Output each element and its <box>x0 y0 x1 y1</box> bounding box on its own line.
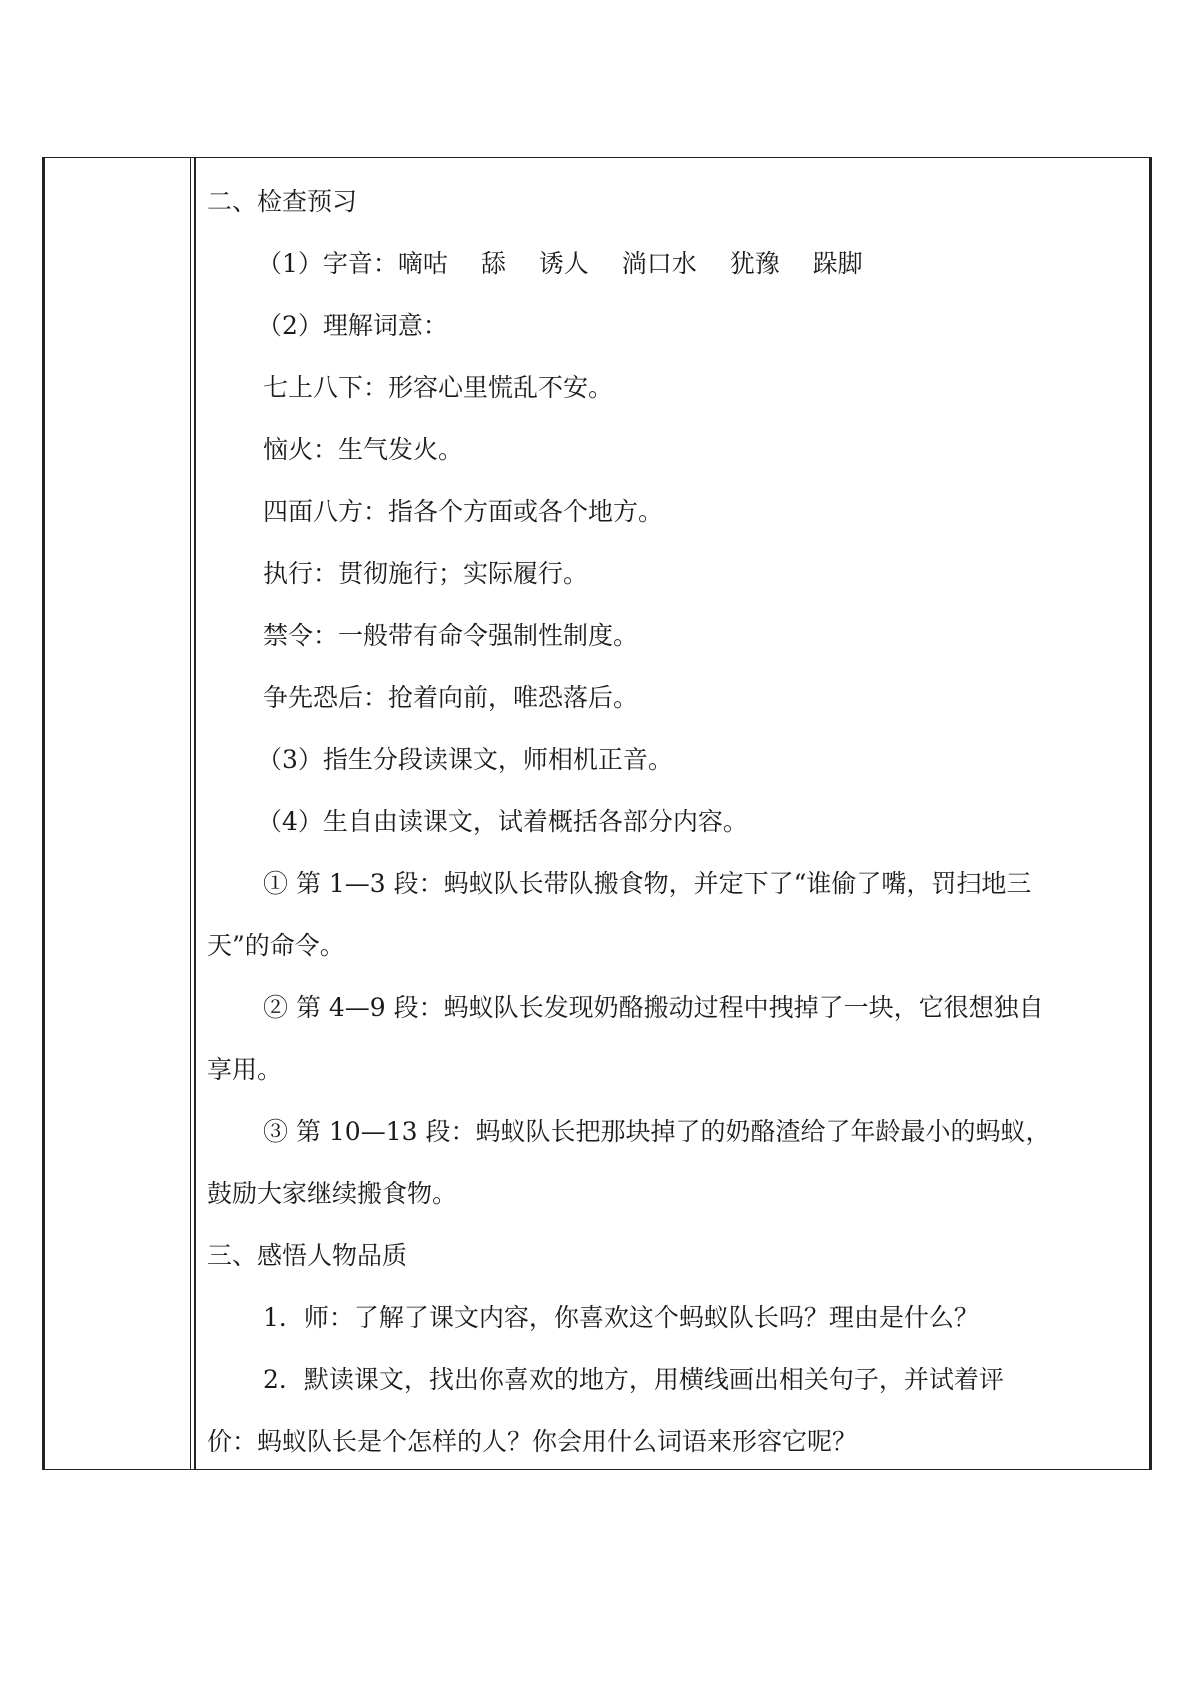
vocab-item: 执行：贯彻施行；实际履行。 <box>263 559 589 588</box>
vocab-item: 恼火：生气发火。 <box>263 435 464 464</box>
question-1: 1．师：了解了课文内容，你喜欢这个蚂蚁队长吗？理由是什么？ <box>263 1303 979 1332</box>
item3-line: （3）指生分段读课文，师相机正音。 <box>257 745 673 774</box>
section3-heading: 三、感悟人物品质 <box>207 1241 408 1270</box>
vocab-heading: （2）理解词意： <box>257 311 448 340</box>
content-cell <box>207 158 1145 1469</box>
paragraph-summary-2: ② 第 4—9 段：蚂蚁队长发现奶酪搬动过程中拽掉了一块，它很想独自 <box>263 993 1044 1022</box>
vocab-item: 四面八方：指各个方面或各个地方。 <box>263 497 664 526</box>
vocab-item: 争先恐后：抢着向前，唯恐落后。 <box>263 683 639 712</box>
paragraph-summary-3: ③ 第 10—13 段：蚂蚁队长把那块掉了的奶酪渣给了年龄最小的蚂蚁， <box>263 1117 1051 1146</box>
question-2-cont: 价：蚂蚁队长是个怎样的人？你会用什么词语来形容它呢？ <box>207 1427 858 1456</box>
item4-line: （4）生自由读课文，试着概括各部分内容。 <box>257 807 748 836</box>
section2-heading: 二、检查预习 <box>207 187 358 216</box>
left-column-cell <box>45 158 191 1469</box>
paragraph-summary-1: ① 第 1—3 段：蚂蚁队长带队搬食物，并定下了“谁偷了嘴，罚扫地三 <box>263 869 1032 898</box>
vocab-item: 禁令：一般带有命令强制性制度。 <box>263 621 639 650</box>
pronunciation-line: （1）字音：嘀咕 舔 诱人 淌口水 犹豫 跺脚 <box>257 249 863 278</box>
column-divider <box>194 158 196 1469</box>
question-2: 2．默读课文，找出你喜欢的地方，用横线画出相关句子，并试着评 <box>263 1365 1004 1394</box>
paragraph-summary-2-cont: 享用。 <box>207 1055 283 1084</box>
paragraph-summary-3-cont: 鼓励大家继续搬食物。 <box>207 1179 458 1208</box>
vocab-item: 七上八下：形容心里慌乱不安。 <box>263 373 614 402</box>
lesson-table <box>42 157 1152 1470</box>
paragraph-summary-1-cont: 天”的命令。 <box>207 931 345 960</box>
